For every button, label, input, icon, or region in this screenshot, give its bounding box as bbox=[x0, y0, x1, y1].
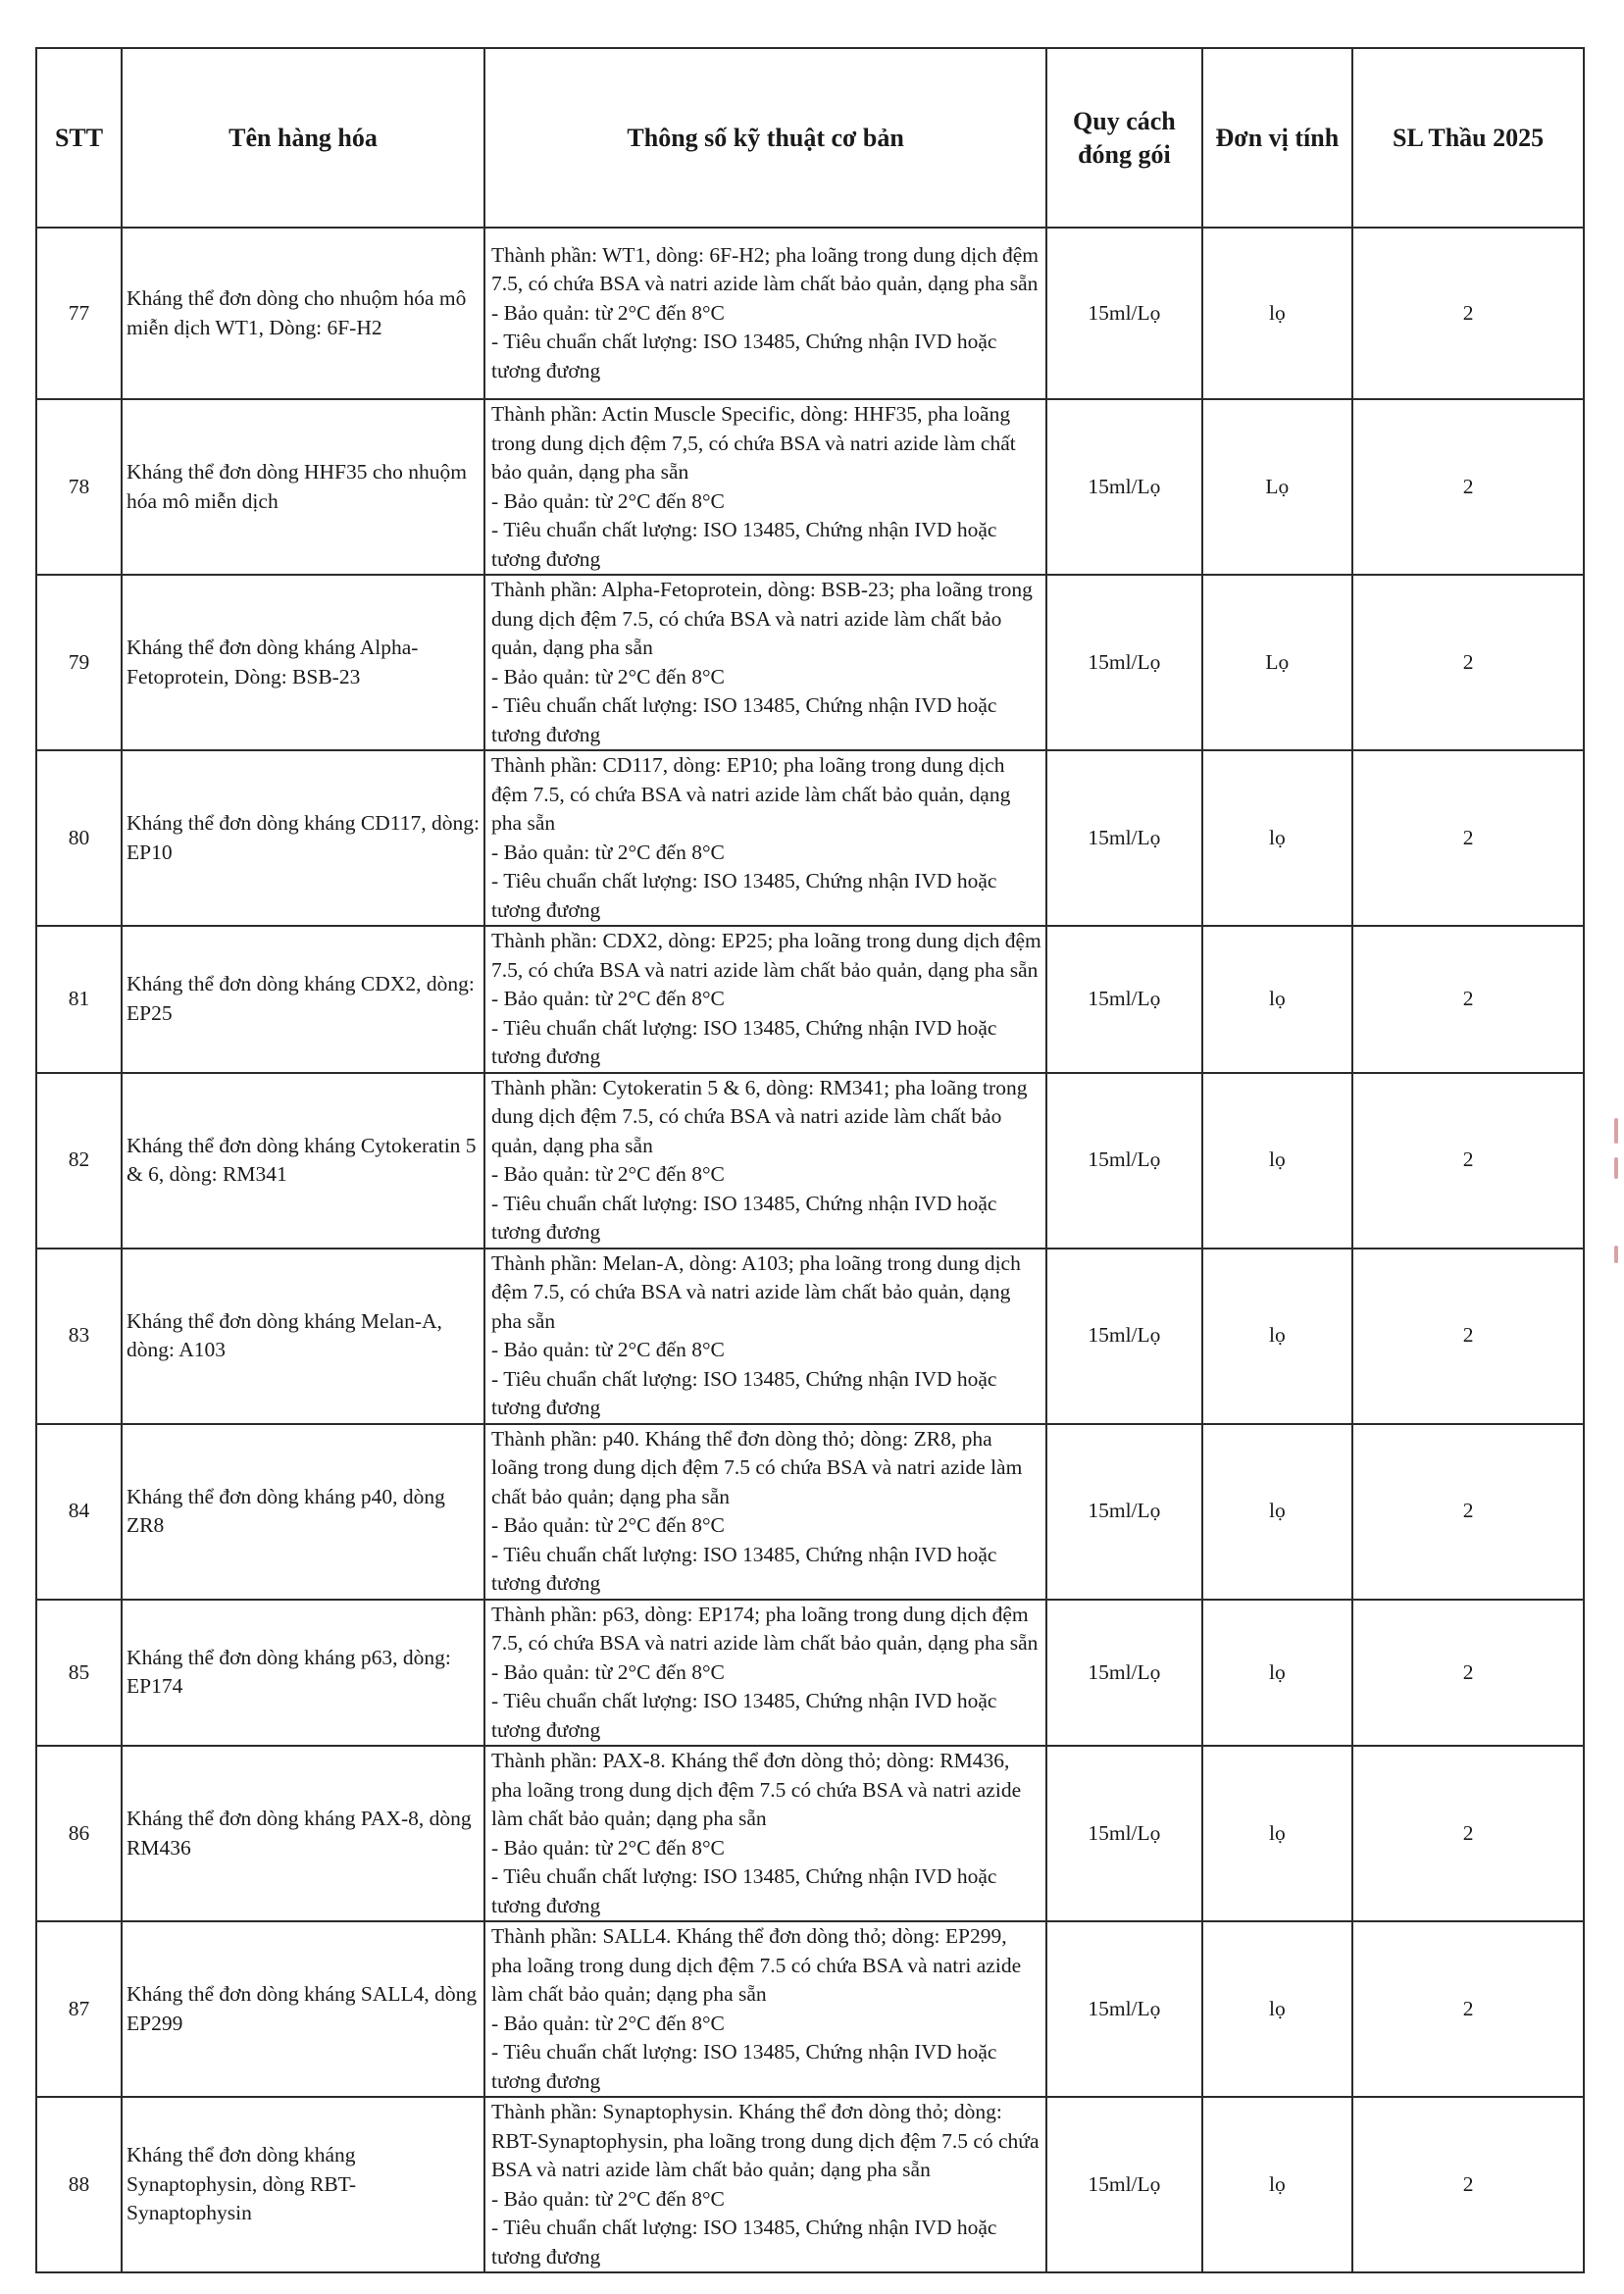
row-item-name: Kháng thể đơn dòng kháng p40, dòng ZR8 bbox=[122, 1424, 484, 1600]
spec-line: - Tiêu chuẩn chất lượng: ISO 13485, Chứng nhận IVD hoặc tương đương bbox=[491, 869, 997, 922]
spec-line: - Tiêu chuẩn chất lượng: ISO 13485, Chứng nhận IVD hoặc tương đương bbox=[491, 2040, 997, 2093]
row-stt: 84 bbox=[36, 1424, 122, 1600]
spec-line: - Bảo quản: từ 2°C đến 8°C bbox=[491, 840, 725, 864]
row-spec bbox=[484, 1424, 1046, 1600]
row-packaging: 15ml/Lọ bbox=[1046, 1921, 1201, 2097]
table-body bbox=[36, 228, 1584, 2272]
spec-line: - Tiêu chuẩn chất lượng: ISO 13485, Chứng nhận IVD hoặc tương đương bbox=[491, 330, 997, 382]
row-quantity: 2 bbox=[1352, 575, 1584, 750]
spec-line: - Bảo quản: từ 2°C đến 8°C bbox=[491, 1513, 725, 1537]
row-packaging: 15ml/Lọ bbox=[1046, 228, 1201, 399]
row-item-name: Kháng thể đơn dòng kháng Alpha- Fetoprotein, Dòng: BSB-23 bbox=[122, 575, 484, 750]
spec-line: Thành phần: Melan-A, dòng: A103; pha loãng trong dung dịch đệm 7.5, có chứa BSA và natri azide làm chất bảo quản, dạng pha sẵn bbox=[491, 1250, 1021, 1333]
row-quantity: 2 bbox=[1352, 1746, 1584, 1921]
spec-line: - Tiêu chuẩn chất lượng: ISO 13485, Chứng nhận IVD hoặc tương đương bbox=[491, 1864, 997, 1917]
row-stt: 82 bbox=[36, 1073, 122, 1249]
row-packaging: 15ml/Lọ bbox=[1046, 399, 1201, 575]
spec-line: - Bảo quản: từ 2°C đến 8°C bbox=[491, 1338, 725, 1361]
row-stt: 80 bbox=[36, 750, 122, 926]
header-unit: Đơn vị tính bbox=[1202, 48, 1353, 228]
row-stt: 83 bbox=[36, 1249, 122, 1424]
spec-line: - Bảo quản: từ 2°C đến 8°C bbox=[491, 300, 725, 325]
row-spec bbox=[484, 1249, 1046, 1424]
row-quantity: 2 bbox=[1352, 228, 1584, 399]
spec-line: - Tiêu chuẩn chất lượng: ISO 13485, Chứng nhận IVD hoặc tương đương bbox=[491, 693, 997, 746]
row-packaging: 15ml/Lọ bbox=[1046, 1746, 1201, 1921]
spec-line: - Bảo quản: từ 2°C đến 8°C bbox=[491, 2186, 725, 2211]
row-packaging: 15ml/Lọ bbox=[1046, 1424, 1201, 1600]
row-spec bbox=[484, 2097, 1046, 2272]
table-row bbox=[36, 1746, 1584, 1921]
spec-line: - Tiêu chuẩn chất lượng: ISO 13485, Chứng nhận IVD hoặc tương đương bbox=[491, 2216, 997, 2269]
row-unit: lọ bbox=[1202, 1249, 1353, 1424]
row-quantity: 2 bbox=[1352, 1424, 1584, 1600]
spec-line: - Bảo quản: từ 2°C đến 8°C bbox=[491, 987, 725, 1010]
spec-line: Thành phần: p40. Kháng thể đơn dòng thỏ; dòng: ZR8, pha loãng trong dung dịch đệm 7.5 có chứa BSA và natri azide làm chất bảo quản; dạng pha sẵn bbox=[491, 1426, 1023, 1508]
spec-line: - Bảo quản: từ 2°C đến 8°C bbox=[491, 1835, 725, 1860]
table-row bbox=[36, 1249, 1584, 1424]
row-unit: lọ bbox=[1202, 1921, 1353, 2097]
row-spec bbox=[484, 750, 1046, 926]
spec-line: - Bảo quản: từ 2°C đến 8°C bbox=[491, 1162, 725, 1186]
row-quantity: 2 bbox=[1352, 1921, 1584, 2097]
row-unit: lọ bbox=[1202, 1746, 1353, 1921]
header-spec: Thông số kỹ thuật cơ bản bbox=[484, 48, 1046, 228]
row-item-name: Kháng thể đơn dòng kháng CD117, dòng: EP10 bbox=[122, 750, 484, 926]
row-item-name: Kháng thể đơn dòng HHF35 cho nhuộm hóa mô miễn dịch bbox=[122, 399, 484, 575]
table-row bbox=[36, 1921, 1584, 2097]
margin-mark bbox=[1614, 1157, 1618, 1179]
row-unit: lọ bbox=[1202, 750, 1353, 926]
header-quantity: SL Thầu 2025 bbox=[1352, 48, 1584, 228]
row-quantity: 2 bbox=[1352, 926, 1584, 1073]
row-stt: 87 bbox=[36, 1921, 122, 2097]
row-packaging: 15ml/Lọ bbox=[1046, 750, 1201, 926]
row-unit: Lọ bbox=[1202, 399, 1353, 575]
spec-line: - Bảo quản: từ 2°C đến 8°C bbox=[491, 664, 725, 688]
row-spec bbox=[484, 575, 1046, 750]
header-packaging: Quy cách đóng gói bbox=[1046, 48, 1201, 228]
row-quantity: 2 bbox=[1352, 1073, 1584, 1249]
table-row bbox=[36, 1424, 1584, 1600]
table-row bbox=[36, 2097, 1584, 2272]
spec-line: Thành phần: SALL4. Kháng thể đơn dòng thỏ; dòng: EP299, pha loãng trong dung dịch đệm 7.5 có chứa BSA và natri azide làm chất bảo quản; dạng pha sẵn bbox=[491, 1924, 1022, 2006]
row-item-name: Kháng thể đơn dòng cho nhuộm hóa mô miễn dịch WT1, Dòng: 6F-H2 bbox=[122, 228, 484, 399]
row-stt: 86 bbox=[36, 1746, 122, 1921]
spec-line: - Tiêu chuẩn chất lượng: ISO 13485, Chứng nhận IVD hoặc tương đương bbox=[491, 1191, 997, 1244]
spec-line: - Bảo quản: từ 2°C đến 8°C bbox=[491, 2011, 725, 2035]
row-quantity: 2 bbox=[1352, 2097, 1584, 2272]
table-row bbox=[36, 399, 1584, 575]
table-row bbox=[36, 575, 1584, 750]
row-packaging: 15ml/Lọ bbox=[1046, 575, 1201, 750]
row-spec bbox=[484, 1073, 1046, 1249]
row-stt: 78 bbox=[36, 399, 122, 575]
row-item-name: Kháng thể đơn dòng kháng PAX-8, dòng RM436 bbox=[122, 1746, 484, 1921]
header-row bbox=[36, 48, 1584, 228]
spec-line: Thành phần: WT1, dòng: 6F-H2; pha loãng trong dung dịch đệm 7.5, có chứa BSA và natri azide làm chất bảo quản, dạng pha sẵn bbox=[491, 242, 1039, 296]
table-row bbox=[36, 926, 1584, 1073]
spec-line: - Tiêu chuẩn chất lượng: ISO 13485, Chứng nhận IVD hoặc tương đương bbox=[491, 1689, 997, 1742]
row-stt: 79 bbox=[36, 575, 122, 750]
row-packaging: 15ml/Lọ bbox=[1046, 1600, 1201, 1747]
spec-line: Thành phần: p63, dòng: EP174; pha loãng trong dung dịch đệm 7.5, có chứa BSA và natri azide làm chất bảo quản, dạng pha sẵn bbox=[491, 1602, 1039, 1655]
row-quantity: 2 bbox=[1352, 1249, 1584, 1424]
spec-line: - Bảo quản: từ 2°C đến 8°C bbox=[491, 488, 725, 513]
margin-mark bbox=[1614, 1246, 1618, 1263]
row-stt: 85 bbox=[36, 1600, 122, 1747]
header-name: Tên hàng hóa bbox=[122, 48, 484, 228]
row-stt: 77 bbox=[36, 228, 122, 399]
row-spec bbox=[484, 926, 1046, 1073]
row-item-name: Kháng thể đơn dòng kháng Melan-A, dòng: A103 bbox=[122, 1249, 484, 1424]
spec-line: - Tiêu chuẩn chất lượng: ISO 13485, Chứng nhận IVD hoặc tương đương bbox=[491, 1015, 997, 1068]
spec-line: Thành phần: CD117, dòng: EP10; pha loãng trong dung dịch đệm 7.5, có chứa BSA và natri azide làm chất bảo quản, dạng pha sẵn bbox=[491, 753, 1011, 835]
row-quantity: 2 bbox=[1352, 399, 1584, 575]
row-spec bbox=[484, 1746, 1046, 1921]
spec-line: Thành phần: Alpha-Fetoprotein, dòng: BSB-23; pha loãng trong dung dịch đệm 7.5, có chứa BSA và natri azide làm chất bảo quản, dạng pha sẵn bbox=[491, 578, 1033, 659]
spec-line: - Tiêu chuẩn chất lượng: ISO 13485, Chứng nhận IVD hoặc tương đương bbox=[491, 1542, 997, 1595]
row-item-name: Kháng thể đơn dòng kháng SALL4, dòng EP299 bbox=[122, 1921, 484, 2097]
header-stt: STT bbox=[36, 48, 122, 228]
spec-line: Thành phần: Actin Muscle Specific, dòng: HHF35, pha loãng trong dung dịch đệm 7,5, có chứa BSA và natri azide làm chất bảo quản, dạng pha sẵn bbox=[491, 402, 1016, 484]
row-stt: 88 bbox=[36, 2097, 122, 2272]
spec-line: - Tiêu chuẩn chất lượng: ISO 13485, Chứng nhận IVD hoặc tương đương bbox=[491, 518, 997, 571]
spec-line: Thành phần: Synaptophysin. Kháng thể đơn dòng thỏ; dòng: RBT-Synaptophysin, pha loãng trong dung dịch đệm 7.5 có chứa BSA và natri azide làm chất bảo quản; dạng pha sẵn bbox=[491, 2100, 1040, 2181]
row-unit: lọ bbox=[1202, 2097, 1353, 2272]
row-unit: lọ bbox=[1202, 1424, 1353, 1600]
table-row bbox=[36, 1600, 1584, 1747]
row-spec bbox=[484, 228, 1046, 399]
document-page bbox=[35, 47, 1585, 2273]
table-row bbox=[36, 1073, 1584, 1249]
row-quantity: 2 bbox=[1352, 1600, 1584, 1747]
row-item-name: Kháng thể đơn dòng kháng p63, dòng: EP174 bbox=[122, 1600, 484, 1747]
row-unit: lọ bbox=[1202, 1073, 1353, 1249]
row-quantity: 2 bbox=[1352, 750, 1584, 926]
row-spec bbox=[484, 1921, 1046, 2097]
spec-line: Thành phần: CDX2, dòng: EP25; pha loãng trong dung dịch đệm 7.5, có chứa BSA và natri azide làm chất bảo quản, dạng pha sẵn bbox=[491, 929, 1041, 982]
spec-line: Thành phần: Cytokeratin 5 & 6, dòng: RM341; pha loãng trong dung dịch đệm 7.5, có chứa BSA và natri azide làm chất bảo quản, dạng pha sẵn bbox=[491, 1075, 1028, 1157]
row-spec bbox=[484, 1600, 1046, 1747]
row-packaging: 15ml/Lọ bbox=[1046, 2097, 1201, 2272]
row-item-name: Kháng thể đơn dòng kháng CDX2, dòng: EP25 bbox=[122, 926, 484, 1073]
row-stt: 81 bbox=[36, 926, 122, 1073]
row-spec bbox=[484, 399, 1046, 575]
row-item-name: Kháng thể đơn dòng kháng Synaptophysin, dòng RBT-Synaptophysin bbox=[122, 2097, 484, 2272]
spec-line: - Tiêu chuẩn chất lượng: ISO 13485, Chứng nhận IVD hoặc tương đương bbox=[491, 1366, 997, 1419]
spec-line: - Bảo quản: từ 2°C đến 8°C bbox=[491, 1659, 725, 1684]
spec-line: Thành phần: PAX-8. Kháng thể đơn dòng thỏ; dòng: RM436, pha loãng trong dung dịch đệm 7.5 có chứa BSA và natri azide làm chất bảo quản; dạng pha sẵn bbox=[491, 1749, 1022, 1830]
table-row bbox=[36, 228, 1584, 399]
row-packaging: 15ml/Lọ bbox=[1046, 1073, 1201, 1249]
row-unit: lọ bbox=[1202, 228, 1353, 399]
row-packaging: 15ml/Lọ bbox=[1046, 1249, 1201, 1424]
table-row bbox=[36, 750, 1584, 926]
row-unit: Lọ bbox=[1202, 575, 1353, 750]
row-item-name: Kháng thể đơn dòng kháng Cytokeratin 5 & 6, dòng: RM341 bbox=[122, 1073, 484, 1249]
procurement-table bbox=[35, 47, 1585, 2273]
margin-mark bbox=[1614, 1118, 1618, 1144]
row-unit: lọ bbox=[1202, 1600, 1353, 1747]
row-unit: lọ bbox=[1202, 926, 1353, 1073]
row-packaging: 15ml/Lọ bbox=[1046, 926, 1201, 1073]
